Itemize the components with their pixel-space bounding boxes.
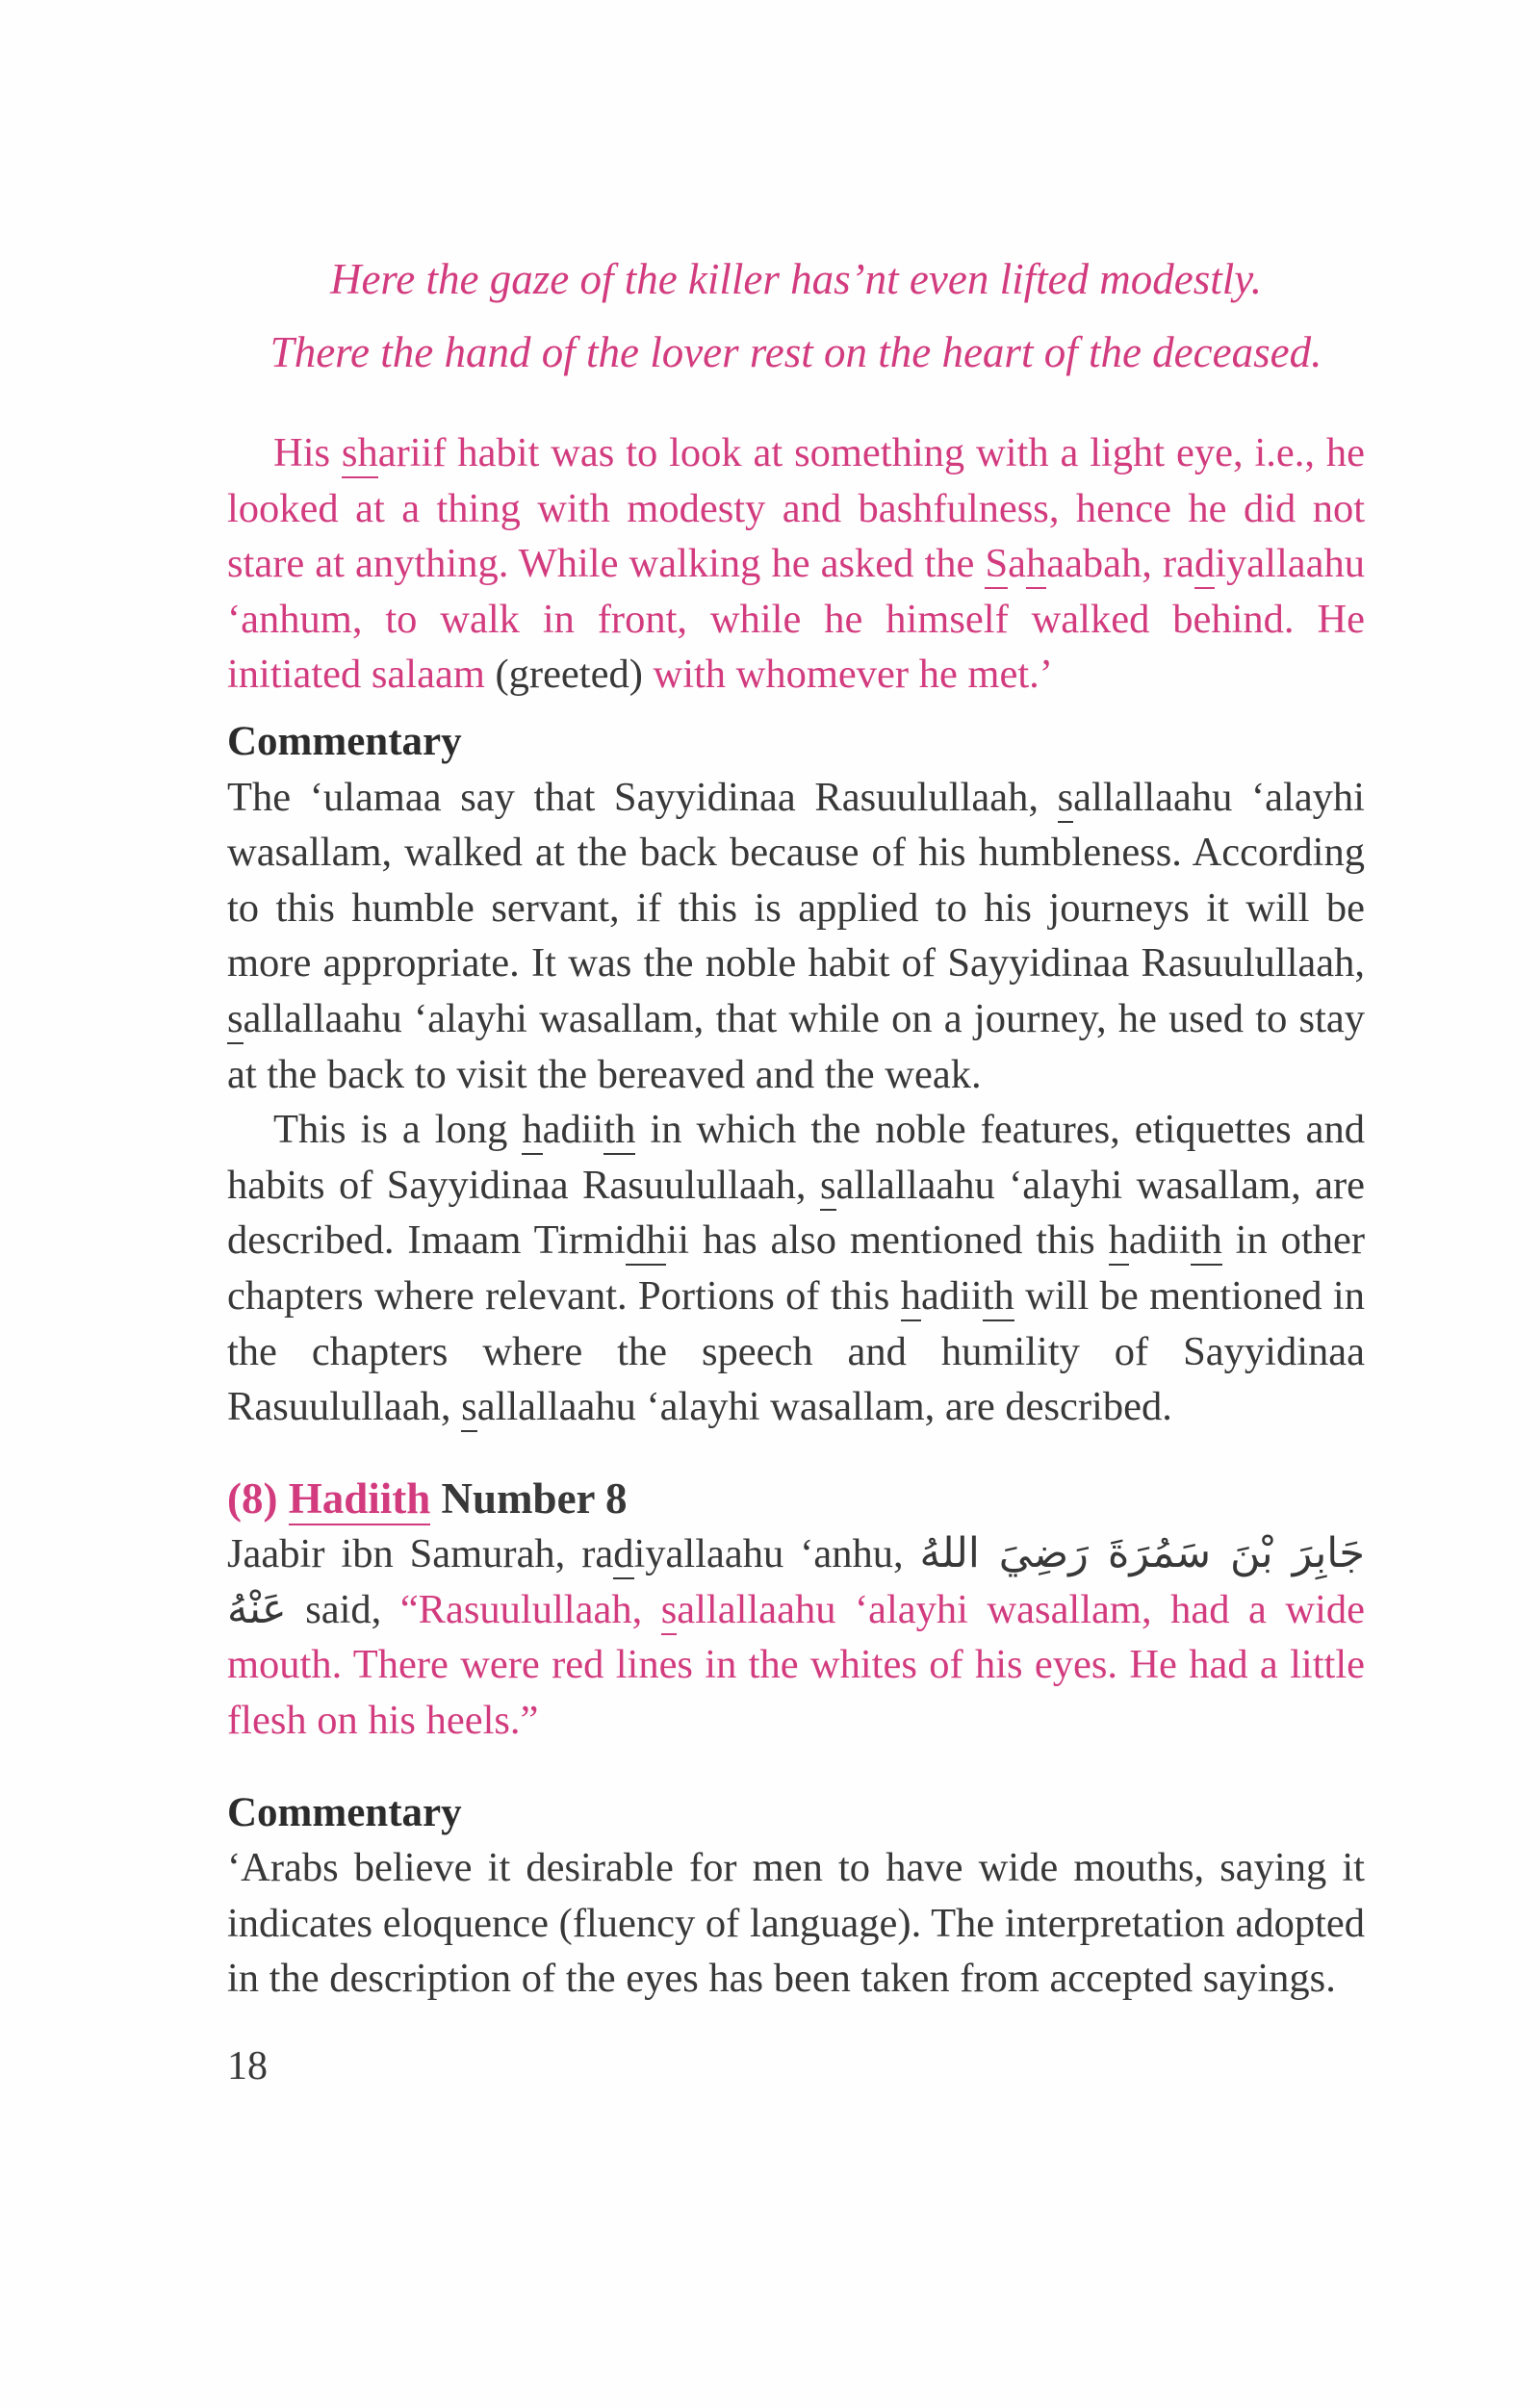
- text-segment: s: [227, 996, 244, 1044]
- couplet: [227, 243, 1365, 389]
- narration-paragraph: [227, 425, 1365, 703]
- text-segment: th: [603, 1107, 635, 1155]
- commentary-1-heading: Commentary: [227, 718, 462, 764]
- text-segment: allallaahu ‘alayhi wasallam, walked at the back because of his humbleness. According to this humble servant, if this is applied to his journeys it will be more appropriate. It was the noble habit of Sayyidinaa Rasuulullaah,: [227, 774, 1365, 986]
- text-segment: will be mentioned in the chapters where the speech and humility of Sayyidinaa Rasuulullaah,: [227, 1272, 1365, 1430]
- text-segment: th: [1191, 1217, 1222, 1266]
- text-segment: s: [461, 1384, 477, 1432]
- text-segment: His: [273, 430, 342, 475]
- commentary-2-heading: Commentary: [227, 1789, 462, 1835]
- text-segment: Hadiith: [289, 1474, 431, 1525]
- text-segment: in which the noble features, etiquettes and habits of Sayyidinaa Rasuulullaah,: [227, 1107, 1366, 1208]
- text-segment: allallaahu ‘alayhi wasallam, are described.: [476, 1384, 1172, 1430]
- commentary-2-paragraph: [227, 1840, 1365, 2007]
- hadith-8-paragraph: [227, 1526, 1365, 1748]
- text-segment: s: [820, 1163, 836, 1211]
- text-segment: s: [1058, 775, 1074, 823]
- text-segment: The ‘ulamaa say that Sayyidinaa Rasuulullaah,: [227, 774, 1058, 820]
- text-segment: ariif habit was to look at something with a light eye, i.e., he looked at a thing with modesty and bashfulness, hence he did not stare at anything. While walking he asked the: [227, 430, 1365, 587]
- text-segment: allallaahu ‘alayhi wasallam, had a wide mouth. There were red lines in the whites of his eyes. He had a little flesh on his heels.”: [227, 1586, 1365, 1744]
- text-segment: with whomever he met.’: [642, 652, 1053, 698]
- text-segment: “Rasuulullaah,: [399, 1586, 661, 1632]
- text-segment: h: [901, 1273, 921, 1321]
- text-segment: sh: [342, 430, 378, 478]
- text-segment: h: [1026, 541, 1046, 589]
- text-segment: iyallaahu ‘anhu,: [633, 1531, 920, 1577]
- text-segment: Jaabir ibn Samurah, ra: [227, 1531, 614, 1577]
- text-segment: a: [1008, 541, 1026, 587]
- text-segment: adii: [1128, 1217, 1191, 1264]
- text-segment: in other chapters where relevant. Portions of this: [227, 1217, 1365, 1319]
- text-segment: aabah, ra: [1046, 541, 1194, 587]
- text-segment: said,: [286, 1586, 400, 1632]
- text-segment: allallaahu ‘alayhi wasallam, that while on a journey, he used to stay at the back to visit the bereaved and the weak.: [227, 995, 1365, 1097]
- text-segment: h: [522, 1107, 542, 1155]
- text-segment: adii: [920, 1272, 983, 1319]
- couplet-line-2: There the hand of the lover rest on the heart of the deceased.: [270, 328, 1322, 376]
- text-segment: ii has also mentioned this: [666, 1217, 1109, 1264]
- text-segment: S: [985, 541, 1008, 589]
- arabic-text-segment: جَابِرَ بْنَ سَمُرَةَ رَضِيَ اللهُ عَنْهُ: [227, 1529, 1365, 1633]
- text-segment: This is a long: [273, 1107, 523, 1153]
- commentary-1-paragraph-2: [227, 1102, 1365, 1435]
- text-segment: iyallaahu ‘anhum, to walk in front, while he himself walked behind. He initiated salaam: [227, 541, 1365, 698]
- commentary-1-paragraph-1: [227, 770, 1365, 1103]
- text-segment: allallaahu ‘alayhi wasallam, are described. Imaam Tirmi: [227, 1162, 1366, 1264]
- text-segment: ‘Arabs believe it desirable for men to have wide mouths, saying it indicates eloquence (fluency of language). The interpretation adopted in the description of the eyes has been taken from accepted sayings.: [227, 1845, 1365, 2002]
- text-segment: h: [1109, 1217, 1129, 1266]
- text-segment: d: [1194, 541, 1215, 589]
- text-segment: adii: [542, 1107, 604, 1153]
- hadith-8-heading: [227, 1472, 1365, 1527]
- text-segment: d: [613, 1531, 633, 1579]
- text-segment: (greeted): [495, 652, 643, 698]
- text-segment: s: [661, 1587, 678, 1635]
- text-segment: dh: [626, 1217, 667, 1266]
- text-segment: (8): [227, 1473, 289, 1523]
- text-segment: th: [983, 1273, 1014, 1321]
- text-segment: Number 8: [430, 1473, 628, 1523]
- couplet-line-1: Here the gaze of the killer has’nt even lifted modestly.: [329, 255, 1263, 303]
- page-number: 18: [227, 2044, 268, 2089]
